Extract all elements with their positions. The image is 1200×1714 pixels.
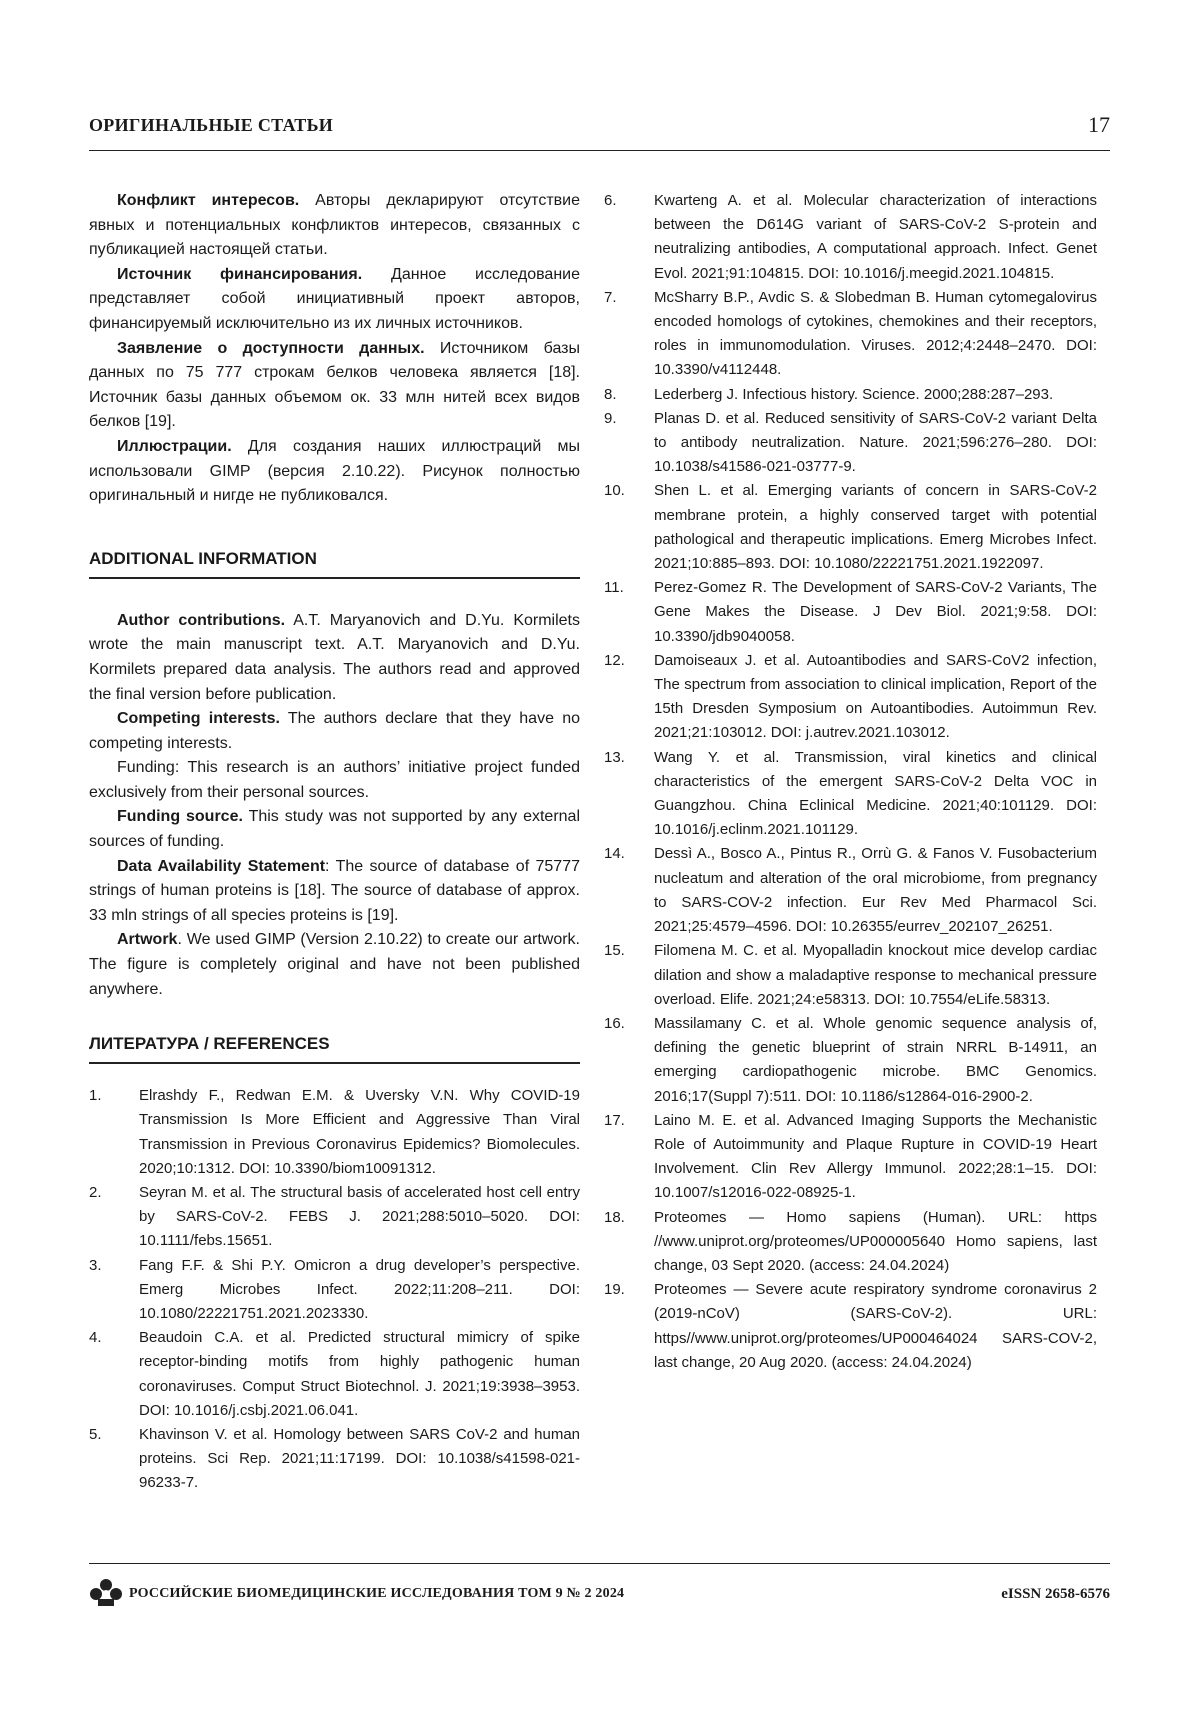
reference-text: Elrashdy F., Redwan E.M. & Uversky V.N. Why COVID-19 Transmission Is More Efficient and Aggressive Than Viral Transmission in Previous Coronavirus Epidemics? Biomolecules. 2020;10:1312. DOI: 10.3390/biom10091312. [139,1087,580,1177]
info-text: Источником базы данных по 75 777 строкам белков человека является [18]. Источник базы данных объемом ок. 33 млн нитей всех видов белков [19]. [89,339,580,431]
right-column [604,189,1097,1375]
info-paragraph [89,609,580,707]
reference-number: 4. [89,1329,102,1347]
reference-item [89,1084,580,1181]
page-footer [89,1563,1110,1614]
russian-info-block [89,189,580,509]
reference-text: Proteomes — Severe acute respiratory syndrome coronavirus 2 (2019-nCoV) (SARS-CoV-2). URL: https//www.uniprot.org/proteomes/UP000464024 SARS-COV-2, last change, 20 Aug 2020. (access: 24.04.2024) [654,1281,1097,1371]
reference-number: 7. [604,288,617,306]
reference-number: 19. [604,1281,625,1299]
info-text: A.T. Maryanovich and D.Yu. Kormilets wrote the main manuscript text. A.T. Maryanovich and D.Yu. Kormilets prepared data analysis. The authors read and approved the final version before publication. [89,611,580,703]
left-column [89,189,580,1496]
info-paragraph [89,928,580,1002]
info-label: Конфликт интересов. [117,192,300,209]
info-paragraph [89,707,580,756]
reference-text: McSharry B.P., Avdic S. & Slobedman B. Human cytomegalovirus encoded homologs of cytokines, chemokines and their receptors, roles in immunomodulation. Viruses. 2012;4:2448–2470. DOI: 10.3390/v4112448. [654,288,1097,379]
info-label: Artwork [117,931,178,949]
info-paragraph [89,805,580,854]
reference-item [604,1206,1097,1279]
info-label: Иллюстрации. [117,437,232,455]
reference-number: 15. [604,942,625,960]
reference-item [604,1109,1097,1206]
reference-number: 10. [604,482,625,500]
reference-number: 18. [604,1208,625,1226]
reference-item [604,189,1097,286]
reference-text: Laino M. E. et al. Advanced Imaging Supports the Mechanistic Role of Autoimmunity and Plaque Rupture in COVID-19 Heart Involvement. Clin Rev Allergy Immunol. 2022;28:1–15. DOI: 10.1007/s12016-022-08925-1. [654,1111,1097,1202]
journal-issn: eISSN 2658-6576 [1001,1586,1110,1602]
reference-text: Massilamany C. et al. Whole genomic sequence analysis of, defining the genetic blueprint of strain NRRL B-14911, an emerging cardiopathogenic microbe. BMC Genomics. 2016;17(Suppl 7):511. DOI: 10.1186/s12864-016-2900-2. [654,1014,1097,1105]
references-list-right [604,189,1097,1375]
reference-item [604,1278,1097,1375]
info-paragraph [89,337,580,435]
reference-text: Wang Y. et al. Transmission, viral kinetics and clinical characteristics of the emergent SARS-CoV-2 Delta VOC in Guangzhou. China Eclinical Medicine. 2021;40:101129. DOI: 10.1016/j.eclinm.2021.101129. [654,748,1097,839]
page-number: 17 [1088,112,1110,137]
info-text: Funding: This research is an authors’ initiative project funded exclusively from their personal sources. [89,759,580,801]
info-label: Заявление о доступности данных. [117,339,425,357]
reference-item [604,649,1097,746]
reference-number: 12. [604,651,625,669]
reference-number: 6. [604,192,617,209]
info-paragraph [89,855,580,929]
info-text: : The source of database of 75777 strings of human proteins is [18]. The source of database of approx. 33 mln strings of all species proteins is [19]. [89,857,580,924]
reference-number: 9. [604,409,617,427]
reference-item [89,1326,580,1423]
info-text: The authors declare that they have no competing interests. [89,710,580,752]
info-paragraph [89,189,580,263]
reference-text: Beaudoin C.A. et al. Predicted structural mimicry of spike receptor-binding motifs from highly pathogenic human coronaviruses. Comput Struct Biotechnol. J. 2021;19:3938–3953. DOI: 10.1016/j.csbj.2021.06.041. [139,1329,580,1419]
reference-number: 2. [89,1184,102,1202]
info-text: This study was not supported by any external sources of funding. [89,808,581,851]
reference-text: Khavinson V. et al. Homology between SARS CoV-2 and human proteins. Sci Rep. 2021;11:17199. DOI: 10.1038/s41598-021-96233-7. [139,1426,580,1492]
info-paragraph [89,435,580,509]
journal-name: РОССИЙСКИЕ БИОМЕДИЦИНСКИЕ ИССЛЕДОВАНИЯ ТОМ 9 № 2 2024 [129,1586,625,1601]
reference-number: 3. [89,1256,102,1274]
reference-item [604,576,1097,649]
info-text: Данное исследование представляет собой инициативный проект авторов, финансируемый исключительно из их личных источников. [89,265,580,332]
section-title: ОРИГИНАЛЬНЫЕ СТАТЬИ [89,115,334,135]
english-info-block [89,609,580,1003]
reference-item [604,746,1097,843]
info-label: Author contributions. [117,611,286,629]
reference-number: 13. [604,748,625,766]
references-heading: ЛИТЕРАТУРА / REFERENCES [89,1032,580,1064]
reference-text: Proteomes — Homo sapiens (Human). URL: https //www.uniprot.org/proteomes/UP000005640 Homo sapiens, last change, 03 Sept 2020. (access: 24.04.2024) [654,1208,1097,1274]
reference-item [89,1181,580,1254]
references-list-left [89,1084,580,1495]
reference-number: 16. [604,1014,625,1032]
reference-item [604,479,1097,576]
info-label: Competing interests. [117,710,280,728]
reference-text: Perez-Gomez R. The Development of SARS-CoV-2 Variants, The Gene Makes the Disease. J Dev Biol. 2021;9:58. DOI: 10.3390/jdb9040058. [654,579,1097,645]
reference-item [604,939,1097,1012]
reference-text: Lederberg J. Infectious history. Science. 2000;288:287–293. [654,385,1054,403]
reference-item [89,1423,580,1496]
reference-item [604,842,1097,939]
reference-item [604,286,1097,383]
reference-text: Seyran M. et al. The structural basis of accelerated host cell entry by SARS-CoV-2. FEBS J. 2021;288:5010–5020. DOI: 10.1111/febs.15651. [139,1184,580,1250]
info-label: Data Availability Statement [117,857,326,875]
reference-number: 1. [89,1087,102,1105]
page-header [89,112,1110,151]
reference-item [604,383,1097,407]
reference-text: Filomena M. C. et al. Myopalladin knockout mice develop cardiac dilation and show a maladaptive response to mechanical pressure overload. Elife. 2021;24:e58313. DOI: 10.7554/eLife.58313. [654,942,1097,1008]
info-text: . We used GIMP (Version 2.10.22) to create our artwork. The figure is completely original and have not been published anywhere. [89,931,580,998]
reference-text: Planas D. et al. Reduced sensitivity of SARS-CoV-2 variant Delta to antibody neutralization. Nature. 2021;596:276–280. DOI: 10.1038/s41586-021-03777-9. [654,409,1097,476]
additional-information-heading: ADDITIONAL INFORMATION [89,547,580,579]
reference-number: 14. [604,845,625,863]
reference-text: Damoiseaux J. et al. Autoantibodies and SARS-CoV2 infection, The spectrum from association to clinical implication, Report of the 15th Dresden Symposium on Autoantibodies. Autoimmun Rev. 2021;21:103012. DOI: j.autrev.2021.103012. [654,651,1097,742]
reference-text: Fang F.F. & Shi P.Y. Omicron a drug developer’s perspective. Emerg Microbes Infect. 2022;11:208–211. DOI: 10.1080/22221751.2021.2023330. [139,1256,580,1323]
reference-text: Shen L. et al. Emerging variants of concern in SARS-CoV-2 membrane protein, a highly conserved target with potential pathological and therapeutic implications. Emerg Microbes Infect. 2021;10:885–893. DOI: 10.1080/22221751.2021.1922097. [654,482,1097,573]
reference-text: Dessì A., Bosco A., Pintus R., Orrù G. & Fanos V. Fusobacterium nucleatum and alteration of the oral microbiome, from pregnancy to SARS-COV-2 infection. Eur Rev Med Pharmacol Sci. 2021;25:4579–4596. DOI: 10.26355/eurrev_202107_26251. [654,845,1097,936]
info-text: Авторы декларируют отсутствие явных и потенциальных конфликтов интересов, связанных с публикацией настоящей статьи. [89,192,580,259]
journal-logo-icon [89,1578,123,1608]
reference-number: 11. [604,579,624,597]
reference-number: 5. [89,1426,102,1444]
reference-item [604,1012,1097,1109]
info-label: Funding source. [117,808,243,826]
reference-number: 17. [604,1111,625,1129]
info-paragraph [89,263,580,337]
info-text: Для создания наших иллюстраций мы использовали GIMP (версия 2.10.22). Рисунок полностью оригинальный и нигде не публиковался. [89,437,580,505]
reference-item [604,407,1097,480]
reference-number: 8. [604,385,617,403]
reference-text: Kwarteng A. et al. Molecular characterization of interactions between the D614G variant of SARS-CoV-2 S-protein and neutralizing antibodies, A computational approach. Infect. Genet Evol. 2021;91:104815. DOI: 10.1016/j.meegid.2021.104815. [654,192,1097,282]
reference-item [89,1254,580,1327]
info-label: Источник финансирования. [117,265,363,283]
info-paragraph [89,756,580,805]
